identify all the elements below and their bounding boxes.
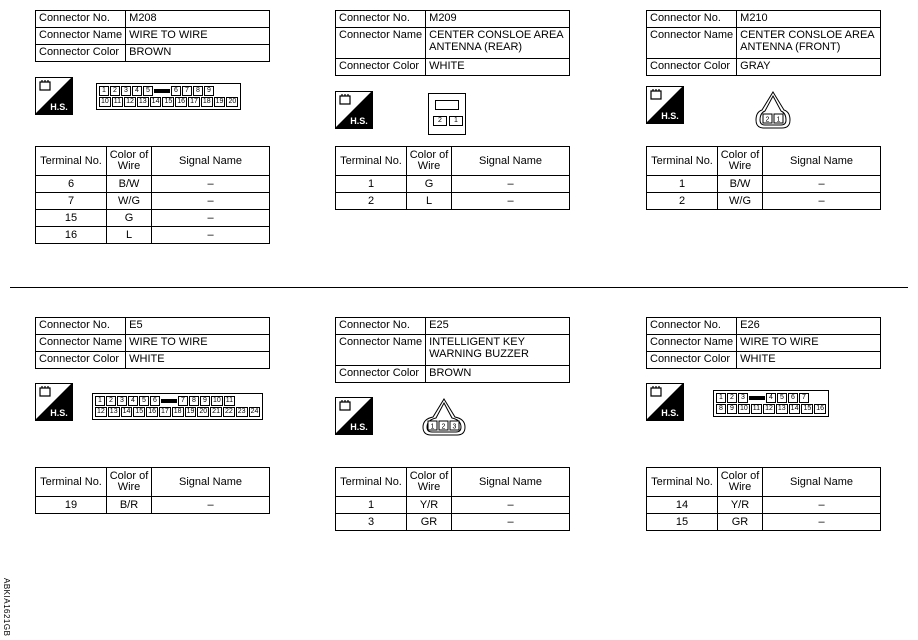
- table-row: [647, 497, 881, 514]
- pin: 6: [150, 396, 160, 406]
- pin: 2: [441, 423, 446, 431]
- pin: 18: [202, 98, 211, 105]
- terminal-no: 19: [36, 497, 107, 514]
- table-row: [36, 193, 270, 210]
- table-row: [336, 176, 570, 193]
- connector-info-table: [646, 317, 881, 369]
- table-row: [336, 193, 570, 210]
- connector-info-table: [35, 10, 270, 62]
- pin: 17: [190, 98, 198, 105]
- pin: 18: [173, 408, 182, 415]
- table-row: [647, 514, 881, 531]
- connector-color-label: Connector Color: [336, 366, 426, 383]
- signal-name-header: Signal Name: [152, 468, 270, 497]
- connector-name-label: Connector Name: [647, 335, 737, 352]
- pin: 2: [110, 86, 120, 96]
- signal-name: –: [452, 193, 570, 210]
- pin-row: [95, 407, 260, 417]
- connector-block-e5: [35, 317, 270, 511]
- pin-row: [716, 393, 826, 403]
- connector-block-e26: [646, 317, 881, 528]
- hs-label: H.S.: [50, 408, 68, 418]
- connector-face-e26: [713, 390, 829, 417]
- connector-color-label: Connector Color: [36, 45, 126, 62]
- pin: 17: [160, 408, 169, 415]
- terminal-table: [335, 467, 570, 531]
- pin: 5: [143, 86, 153, 96]
- wire-color-header: Color of Wire: [407, 147, 452, 176]
- signal-name: –: [763, 514, 881, 531]
- connector-no-label: Connector No.: [647, 318, 737, 335]
- wire-color-header: Color of Wire: [718, 147, 763, 176]
- pin: 2: [106, 396, 116, 406]
- terminal-no: 14: [647, 497, 718, 514]
- pin: 7: [178, 396, 188, 406]
- hs-harness-side-icon: [335, 397, 373, 435]
- connector-color-label: Connector Color: [336, 59, 426, 76]
- table-row: [336, 497, 570, 514]
- connector-block-m210: [646, 10, 881, 207]
- pin: 10: [101, 98, 109, 105]
- pin: 11: [752, 405, 761, 412]
- pin: 12: [765, 405, 773, 412]
- connector-name-value: WIRE TO WIRE: [126, 28, 270, 45]
- pin: 5: [777, 393, 787, 403]
- pin: 8: [189, 396, 199, 406]
- connector-name-label: Connector Name: [36, 335, 126, 352]
- terminal-no-header: Terminal No.: [336, 468, 407, 497]
- pin: 14: [151, 98, 160, 105]
- pin: 4: [766, 393, 776, 403]
- pin: 1: [95, 396, 105, 406]
- signal-name: –: [763, 497, 881, 514]
- hs-harness-side-icon: [35, 383, 73, 421]
- signal-name: –: [452, 176, 570, 193]
- wire-color: L: [107, 227, 152, 244]
- pin: 13: [777, 405, 786, 412]
- pin: 12: [126, 98, 134, 105]
- connector-info-table: [335, 317, 570, 383]
- connector-face-m208: [96, 83, 241, 110]
- pin: 22: [224, 408, 233, 415]
- wire-color: W/G: [718, 193, 763, 210]
- pin: 16: [816, 405, 825, 412]
- connector-color-label: Connector Color: [36, 352, 126, 369]
- pin: 12: [97, 408, 105, 415]
- keyway-mark: [161, 399, 177, 403]
- pin: 3: [117, 396, 127, 406]
- wire-color: W/G: [107, 193, 152, 210]
- hs-label: H.S.: [350, 116, 368, 126]
- connector-name-value: CENTER CONSLOE AREA ANTENNA (FRONT): [737, 28, 881, 59]
- terminal-no: 1: [647, 176, 718, 193]
- keyway-mark: [154, 89, 170, 93]
- terminal-no: 2: [647, 193, 718, 210]
- pin: 5: [139, 396, 149, 406]
- signal-name-header: Signal Name: [763, 147, 881, 176]
- signal-name: –: [763, 193, 881, 210]
- connector-info-table: [646, 10, 881, 76]
- terminal-no-header: Terminal No.: [36, 468, 107, 497]
- connector-info-table: [335, 10, 570, 76]
- pin: 1: [449, 116, 463, 126]
- table-row: [336, 514, 570, 531]
- wire-color: B/W: [107, 176, 152, 193]
- connector-no-value: M209: [426, 11, 570, 28]
- wire-color-header: Color of Wire: [107, 147, 152, 176]
- connector-face-e5: [92, 393, 263, 420]
- terminal-no: 7: [36, 193, 107, 210]
- pin: 4: [128, 396, 138, 406]
- pin: 15: [164, 98, 173, 105]
- wire-color: GR: [718, 514, 763, 531]
- connector-no-label: Connector No.: [36, 318, 126, 335]
- connector-face-e25: [419, 397, 469, 437]
- terminal-no: 1: [336, 497, 407, 514]
- connector-color-value: BROWN: [426, 366, 570, 383]
- pin: 6: [171, 86, 181, 96]
- table-row: [647, 176, 881, 193]
- pin: 9: [200, 396, 210, 406]
- signal-name: –: [152, 193, 270, 210]
- terminal-no: 2: [336, 193, 407, 210]
- hs-label: H.S.: [661, 408, 679, 418]
- wire-color: GR: [407, 514, 452, 531]
- pin: 13: [138, 98, 147, 105]
- terminal-table: [646, 146, 881, 210]
- connector-no-value: E26: [737, 318, 881, 335]
- table-row: [647, 193, 881, 210]
- terminal-no: 3: [336, 514, 407, 531]
- terminal-no-header: Terminal No.: [36, 147, 107, 176]
- terminal-table: [35, 146, 270, 244]
- signal-name: –: [152, 210, 270, 227]
- wire-color: G: [107, 210, 152, 227]
- connector-face-m210: [752, 90, 794, 130]
- connector-color-value: WHITE: [426, 59, 570, 76]
- pin: 24: [250, 408, 259, 415]
- connector-color-label: Connector Color: [647, 59, 737, 76]
- pin: 7: [799, 393, 809, 403]
- terminal-no-header: Terminal No.: [647, 147, 718, 176]
- terminal-no: 16: [36, 227, 107, 244]
- connector-name-value: WIRE TO WIRE: [737, 335, 881, 352]
- table-row: [36, 210, 270, 227]
- connector-no-label: Connector No.: [336, 11, 426, 28]
- pin: 14: [122, 408, 131, 415]
- pin: 19: [186, 408, 195, 415]
- connector-color-value: GRAY: [737, 59, 881, 76]
- signal-name-header: Signal Name: [763, 468, 881, 497]
- table-row: [36, 227, 270, 244]
- pin: 6: [788, 393, 798, 403]
- pin: 1: [716, 393, 726, 403]
- connector-face-m209: [428, 93, 466, 135]
- pin: 3: [121, 86, 131, 96]
- pin: 9: [727, 404, 737, 414]
- section-divider: [10, 287, 908, 288]
- connector-no-value: M208: [126, 11, 270, 28]
- pin: 11: [113, 98, 122, 105]
- pin: 21: [212, 408, 220, 415]
- pin: 2: [433, 116, 447, 126]
- signal-name: –: [452, 514, 570, 531]
- pin: 11: [225, 397, 234, 404]
- connector-no-label: Connector No.: [36, 11, 126, 28]
- hs-harness-side-icon: [35, 77, 73, 115]
- wire-color: B/W: [718, 176, 763, 193]
- pin: 8: [716, 404, 726, 414]
- hs-harness-side-icon: [646, 86, 684, 124]
- wire-color-header: Color of Wire: [407, 468, 452, 497]
- signal-name: –: [452, 497, 570, 514]
- connector-no-label: Connector No.: [336, 318, 426, 335]
- connector-name-label: Connector Name: [647, 28, 737, 59]
- signal-name: –: [152, 227, 270, 244]
- pin: 15: [135, 408, 144, 415]
- hs-label: H.S.: [350, 422, 368, 432]
- signal-name-header: Signal Name: [152, 147, 270, 176]
- terminal-no: 6: [36, 176, 107, 193]
- pin: 10: [740, 405, 748, 412]
- terminal-no: 1: [336, 176, 407, 193]
- terminal-no-header: Terminal No.: [647, 468, 718, 497]
- connector-no-value: M210: [737, 11, 881, 28]
- pin: 16: [148, 408, 156, 415]
- connector-name-value: CENTER CONSLOE AREA ANTENNA (REAR): [426, 28, 570, 59]
- wire-color: Y/R: [718, 497, 763, 514]
- pin-row: [95, 396, 260, 406]
- pin: 1: [99, 86, 109, 96]
- signal-name-header: Signal Name: [452, 468, 570, 497]
- terminal-no: 15: [36, 210, 107, 227]
- wire-color: B/R: [107, 497, 152, 514]
- connector-color-value: WHITE: [126, 352, 270, 369]
- connector-block-m209: [335, 10, 570, 207]
- pin: 20: [228, 98, 237, 105]
- pin: 16: [177, 98, 186, 105]
- pin: 13: [109, 408, 118, 415]
- pin-row: [99, 97, 238, 107]
- wire-color: L: [407, 193, 452, 210]
- wire-color: Y/R: [407, 497, 452, 514]
- wire-color-header: Color of Wire: [107, 468, 152, 497]
- table-row: [36, 497, 270, 514]
- connector-no-value: E25: [426, 318, 570, 335]
- connector-name-value: WIRE TO WIRE: [126, 335, 270, 352]
- pin: 3: [452, 423, 457, 431]
- connector-block-m208: [35, 10, 270, 241]
- pin: 2: [765, 116, 770, 124]
- pin: 3: [738, 393, 748, 403]
- wire-color-header: Color of Wire: [718, 468, 763, 497]
- connector-block-e25: [335, 317, 570, 528]
- connector-color-value: BROWN: [126, 45, 270, 62]
- connector-color-label: Connector Color: [647, 352, 737, 369]
- pin: 1: [776, 116, 781, 124]
- connector-info-table: [35, 317, 270, 369]
- signal-name: –: [763, 176, 881, 193]
- pin: 19: [215, 98, 224, 105]
- signal-name: –: [152, 497, 270, 514]
- pin: 7: [182, 86, 192, 96]
- terminal-no: 15: [647, 514, 718, 531]
- pin-row: [99, 86, 238, 96]
- pin: 10: [213, 397, 221, 404]
- pin: 20: [199, 408, 208, 415]
- pin: 15: [803, 405, 812, 412]
- connector-no-label: Connector No.: [647, 11, 737, 28]
- pin-row: [716, 404, 826, 414]
- table-row: [36, 176, 270, 193]
- pin: 4: [132, 86, 142, 96]
- connector-name-value: INTELLIGENT KEY WARNING BUZZER: [426, 335, 570, 366]
- connector-name-label: Connector Name: [336, 28, 426, 59]
- pin: 1: [430, 423, 435, 431]
- connector-name-label: Connector Name: [36, 28, 126, 45]
- terminal-table: [35, 467, 270, 514]
- pin: 2: [727, 393, 737, 403]
- terminal-no-header: Terminal No.: [336, 147, 407, 176]
- hs-harness-side-icon: [335, 91, 373, 129]
- pin: 14: [790, 405, 799, 412]
- hs-label: H.S.: [50, 102, 68, 112]
- terminal-table: [335, 146, 570, 210]
- wire-color: G: [407, 176, 452, 193]
- connector-color-value: WHITE: [737, 352, 881, 369]
- signal-name-header: Signal Name: [452, 147, 570, 176]
- pin: 9: [204, 86, 214, 96]
- figure-code: ABKIA1621GB: [2, 578, 11, 637]
- hs-harness-side-icon: [646, 383, 684, 421]
- hs-label: H.S.: [661, 111, 679, 121]
- connector-name-label: Connector Name: [336, 335, 426, 366]
- signal-name: –: [152, 176, 270, 193]
- pin: 23: [237, 408, 246, 415]
- terminal-table: [646, 467, 881, 531]
- pin: 8: [193, 86, 203, 96]
- connector-no-value: E5: [126, 318, 270, 335]
- keyway-mark: [749, 396, 765, 400]
